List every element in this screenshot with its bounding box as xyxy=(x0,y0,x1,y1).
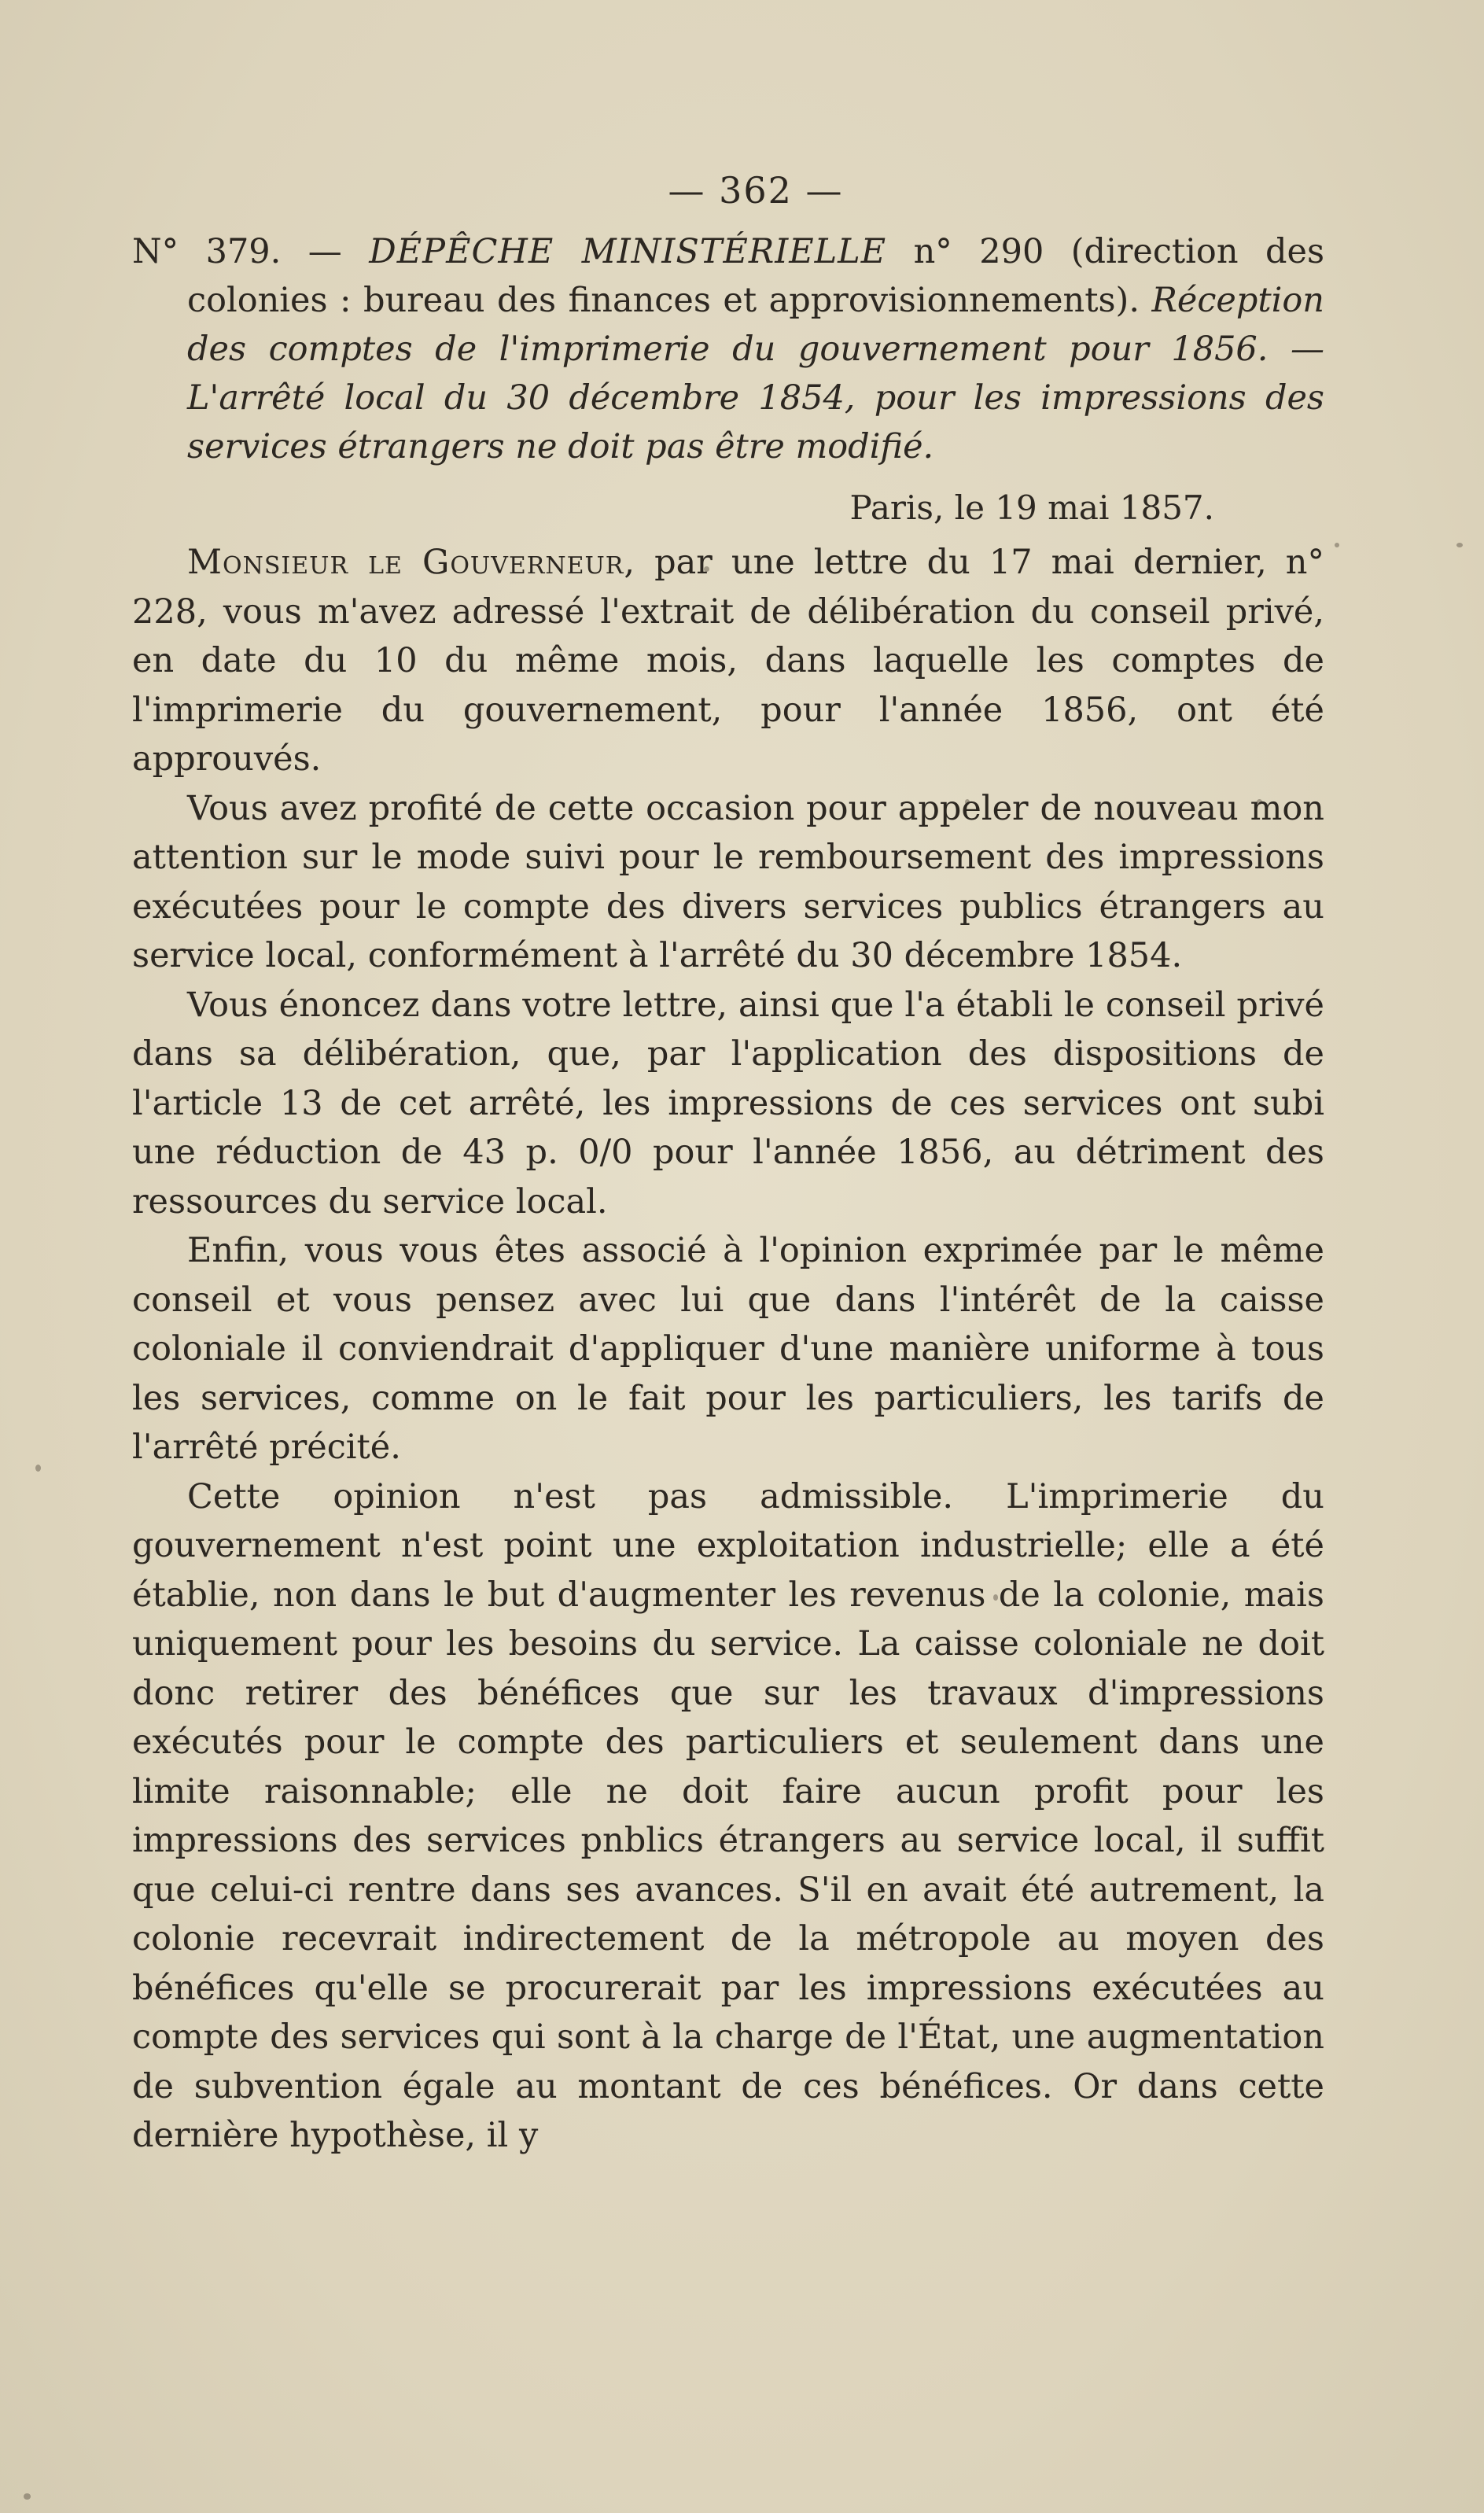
paragraph xyxy=(132,538,1324,784)
paragraph: Enfin, vous vous êtes associé à l'opinion exprimée par le même conseil et vous pensez avec lui que dans l'intérêt de la caisse coloniale il conviendrait d'appliquer d'une manière uniforme à tous les services, comme on le fait pour les particuliers, les tarifs de l'arrêté précité. xyxy=(132,1231,1324,1467)
paragraph-text: par une lettre du 17 mai dernier, n° 228, vous m'avez adressé l'extrait de délibération du conseil privé, en date du 10 du même mois, dans laquelle les comptes de l'imprimerie du gouvernement, pour l'année 1856, ont été approuvés. xyxy=(132,543,1324,779)
dispatch-type: DÉPÊCHE MINISTÉRIELLE xyxy=(369,232,887,271)
paragraph: Vous énoncez dans votre lettre, ainsi que l'a établi le conseil privé dans sa délibération, que, par l'application des dispositions de l'article 13 de cet arrêté, les impressions de ces services ont subi une réduction de 43 p. 0/0 pour l'année 1856, au détriment des ressources du service local. xyxy=(132,985,1324,1221)
page-number: — 362 — xyxy=(668,169,844,212)
speck xyxy=(1456,543,1463,547)
header-first-line xyxy=(132,227,1325,471)
salutation: Monsieur le Gouverneur, xyxy=(187,543,636,582)
dispatch-header xyxy=(132,227,1324,471)
speck xyxy=(1335,543,1339,547)
document-body xyxy=(132,169,1324,2161)
speck xyxy=(35,1465,41,1472)
dispatch-subject: Réception des comptes de l'imprimerie du gouvernement pour 1856. — L'arrêté local du 30 décembre 1854, pour les impressions des services étrangers ne doit pas être modifié. xyxy=(187,281,1324,466)
dispatch-number: N° 379. — xyxy=(132,232,342,271)
paragraph: Vous avez profité de cette occasion pour appeler de nouveau mon attention sur le mode suivi pour le remboursement des impressions exécutées pour le compte des divers services publics étrangers au service local, conformément à l'arrêté du 30 décembre 1854. xyxy=(132,788,1324,975)
dateline: Paris, le 19 mai 1857. xyxy=(849,488,1214,527)
speck xyxy=(24,2493,31,2500)
paragraph: Cette opinion n'est pas admissible. L'imprimerie du gouvernement n'est point une exploitation industrielle; elle a été établie, non dans le but d'augmenter les revenus de la colonie, mais uniquement pour les besoins du service. La caisse coloniale ne doit donc retirer des bénéfices que sur les travaux d'impressions exécutés pour le compte des particuliers et seulement dans une limite raisonnable; elle ne doit faire aucun profit pour les impressions des services pnblics étrangers au service local, il suffit que celui-ci rentre dans ses avances. S'il en avait été autrement, la colonie recevrait indirectement de la métropole au moyen des bénéfices qu'elle se procurerait par les impressions exécutées au compte des services qui sont à la charge de l'État, une augmentation de subvention égale au montant de ces bénéfices. Or dans cette dernière hypothèse, il y xyxy=(132,1476,1324,2155)
dispatch-reference: n° 290 (direction des colonies : bureau des finances et approvisionnements). xyxy=(187,232,1325,320)
